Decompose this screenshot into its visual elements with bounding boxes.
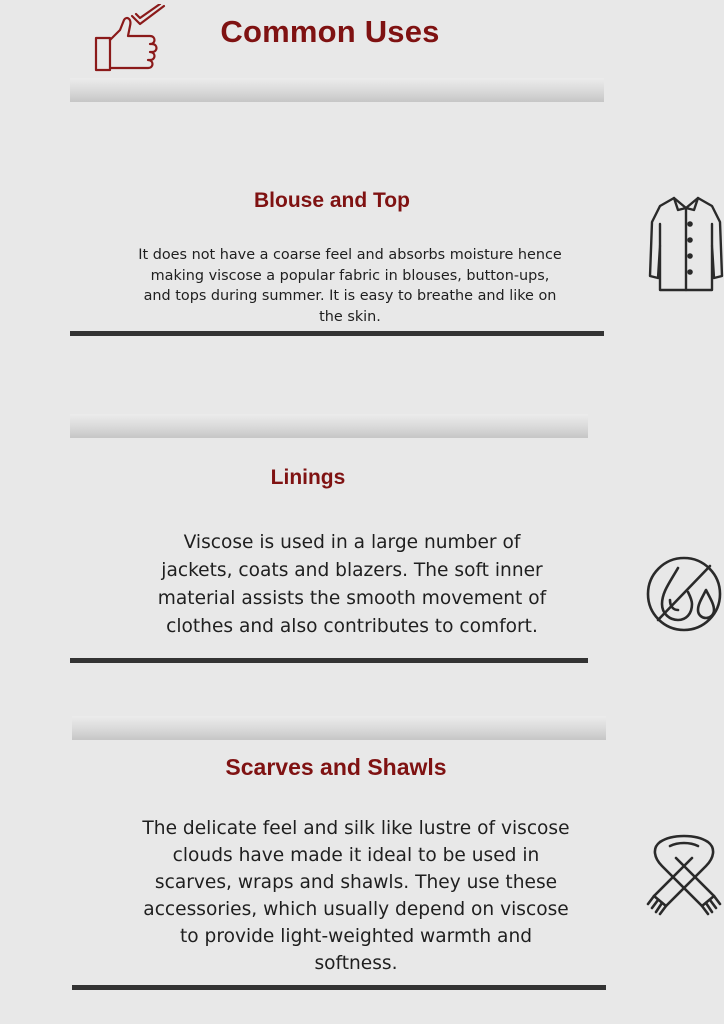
scarf-icon bbox=[646, 834, 722, 920]
no-water-drops-icon bbox=[644, 554, 724, 634]
section-divider bbox=[72, 985, 606, 990]
section-fade-divider bbox=[72, 716, 606, 740]
header-divider bbox=[70, 78, 604, 102]
section-fade-divider bbox=[70, 414, 588, 438]
section-body-scarves: The delicate feel and silk like lustre of viscose clouds have made it ideal to be used in scarves, wraps and shawls. They use these accessories, which usually depend on viscose to provide light-weighted warmth and softness. bbox=[142, 818, 570, 974]
section-title-blouse: Blouse and Top bbox=[254, 189, 410, 212]
section-divider bbox=[70, 658, 588, 663]
shirt-icon bbox=[648, 194, 724, 294]
section-body-linings: Viscose is used in a large number of jackets, coats and blazers. The soft inner material assists the smooth movement of clothes and also contributes to comfort. bbox=[157, 532, 547, 637]
section-divider bbox=[70, 331, 604, 336]
section-title-linings: Linings bbox=[270, 466, 346, 489]
section-body-blouse: It does not have a coarse feel and absorbs moisture hence making viscose a popular fabric in blouses, button-ups, and tops during summer. It is easy to breathe and like on the skin. bbox=[138, 247, 562, 325]
section-title-scarves: Scarves and Shawls bbox=[225, 754, 447, 780]
page-title: Common Uses bbox=[220, 14, 440, 49]
